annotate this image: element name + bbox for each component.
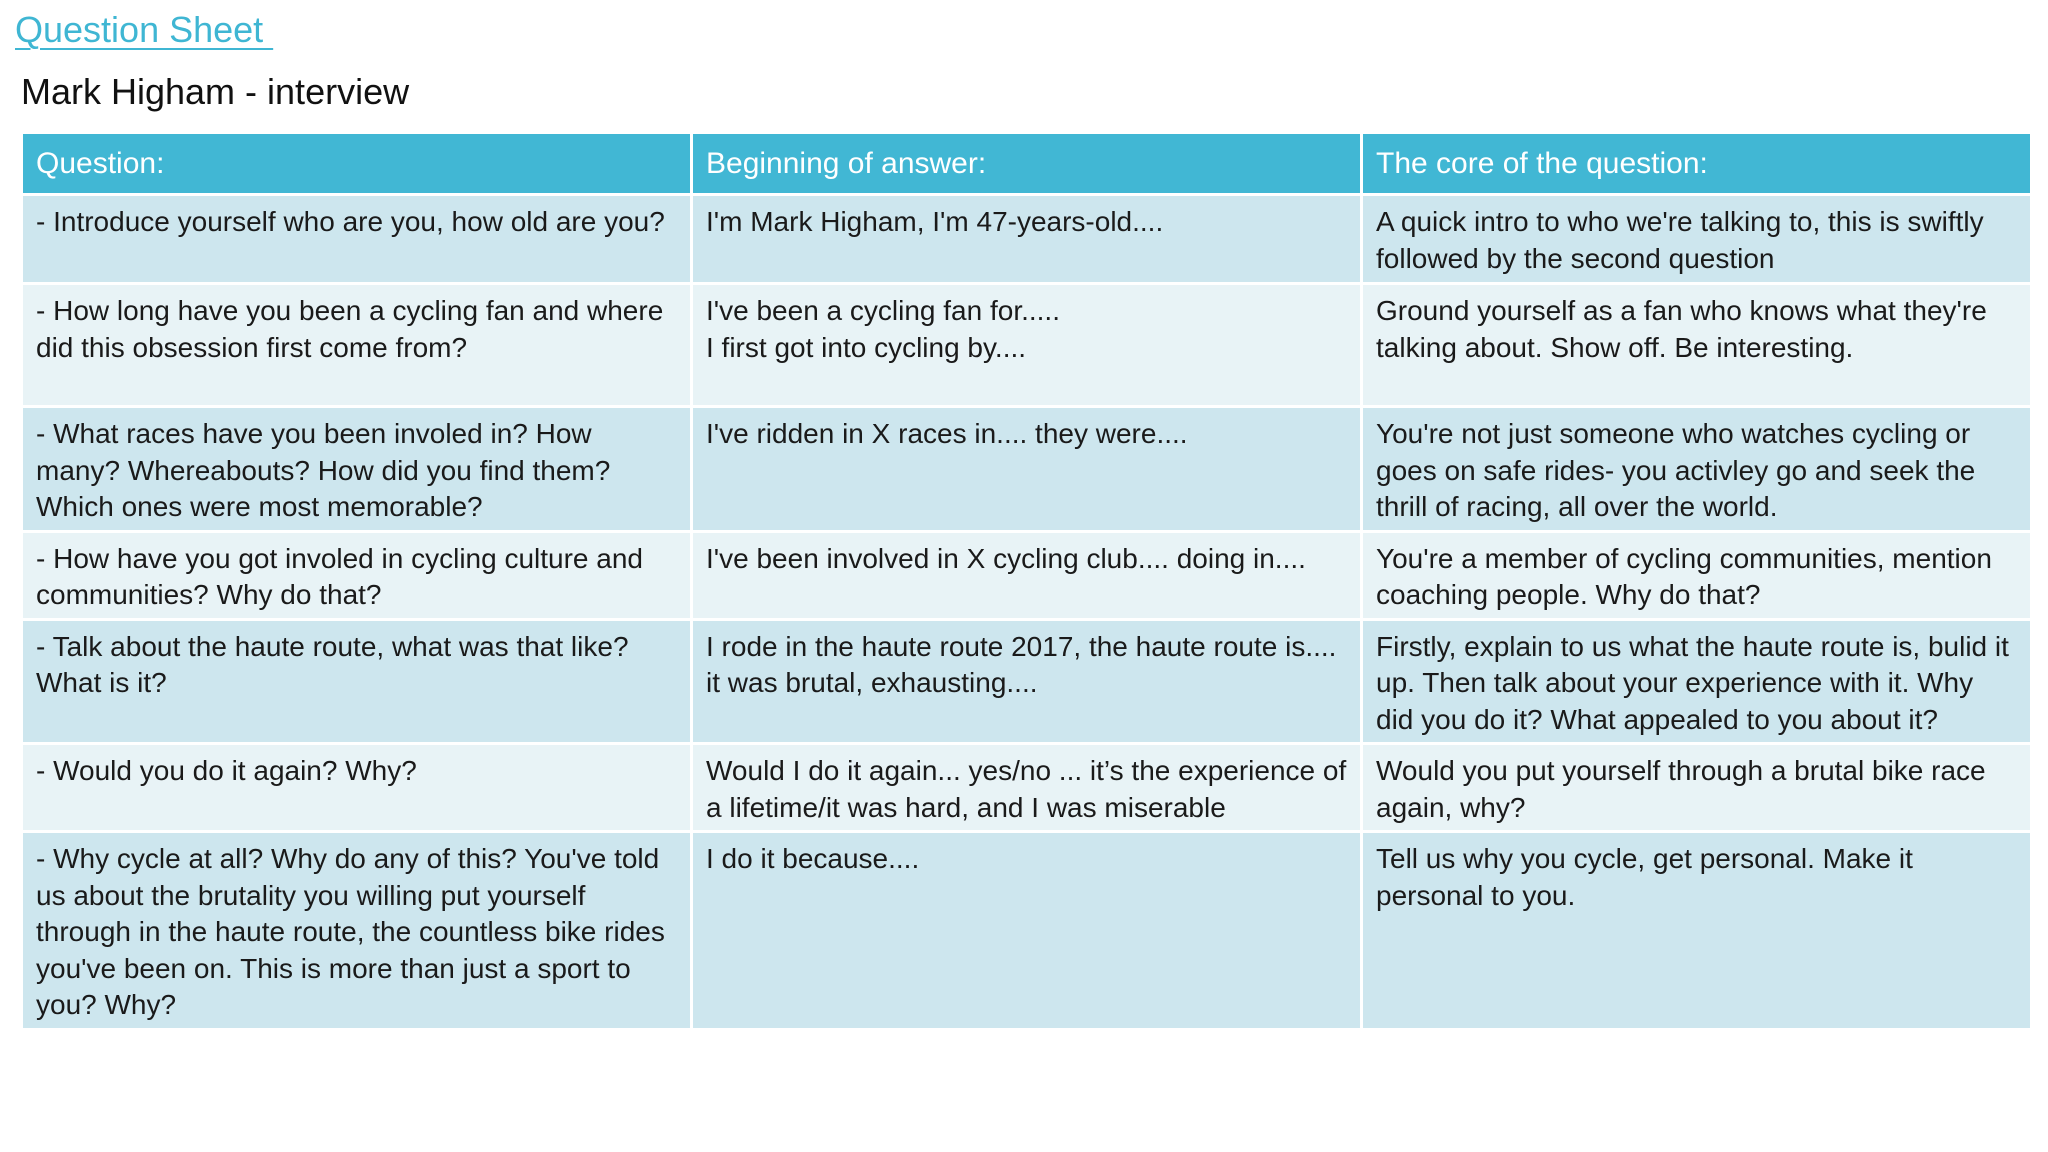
header-row [22,133,2032,195]
answer-cell: I rode in the haute route 2017, the haute route is.... it was brutal, exhausting.... [692,619,1362,744]
interview-subtitle: Mark Higham - interview [21,71,410,112]
answer-cell: I'm Mark Higham, I'm 47-years-old.... [692,195,1362,284]
table-row [22,531,2032,619]
table-body [22,195,2032,1030]
header-core-of-question: The core of the question: [1362,133,2032,195]
table-row [22,744,2032,832]
question-table [20,131,2033,1031]
question-cell: - What races have you been involed in? How many? Whereabouts? How did you find them? Which ones were most memorable? [22,407,692,532]
core-cell: Tell us why you cycle, get personal. Make it personal to you. [1362,832,2032,1030]
question-cell: - How have you got involed in cycling culture and communities? Why do that? [22,531,692,619]
table-row [22,195,2032,284]
core-cell: You're a member of cycling communities, mention coaching people. Why do that? [1362,531,2032,619]
core-cell: Firstly, explain to us what the haute route is, bulid it up. Then talk about your experience with it. Why did you do it? What appealed to you about it? [1362,619,2032,744]
core-cell: Would you put yourself through a brutal bike race again, why? [1362,744,2032,832]
table-row [22,832,2032,1030]
question-cell: - Would you do it again? Why? [22,744,692,832]
core-cell: A quick intro to who we're talking to, this is swiftly followed by the second question [1362,195,2032,284]
question-cell: - Talk about the haute route, what was that like? What is it? [22,619,692,744]
answer-cell: I've been a cycling fan for..... I first got into cycling by.... [692,284,1362,407]
table-row [22,407,2032,532]
answer-cell: I do it because.... [692,832,1362,1030]
table-row [22,619,2032,744]
core-cell: Ground yourself as a fan who knows what they're talking about. Show off. Be interesting. [1362,284,2032,407]
table-header [22,133,2032,195]
question-cell: - Introduce yourself who are you, how old are you? [22,195,692,284]
question-cell: - How long have you been a cycling fan and where did this obsession first come from? [22,284,692,407]
core-cell: You're not just someone who watches cycling or goes on safe rides- you activley go and seek the thrill of racing, all over the world. [1362,407,2032,532]
sheet-title: Question Sheet [15,9,274,50]
question-cell: - Why cycle at all? Why do any of this? You've told us about the brutality you willing put yourself through in the haute route, the countless bike rides you've been on. This is more than just a sport to you? Why? [22,832,692,1030]
answer-cell: I've been involved in X cycling club.... doing in.... [692,531,1362,619]
header-question: Question: [22,133,692,195]
table-row [22,284,2032,407]
header-beginning-of-answer: Beginning of answer: [692,133,1362,195]
answer-cell: I've ridden in X races in.... they were.... [692,407,1362,532]
answer-cell: Would I do it again... yes/no ... it’s the experience of a lifetime/it was hard, and I was miserable [692,744,1362,832]
